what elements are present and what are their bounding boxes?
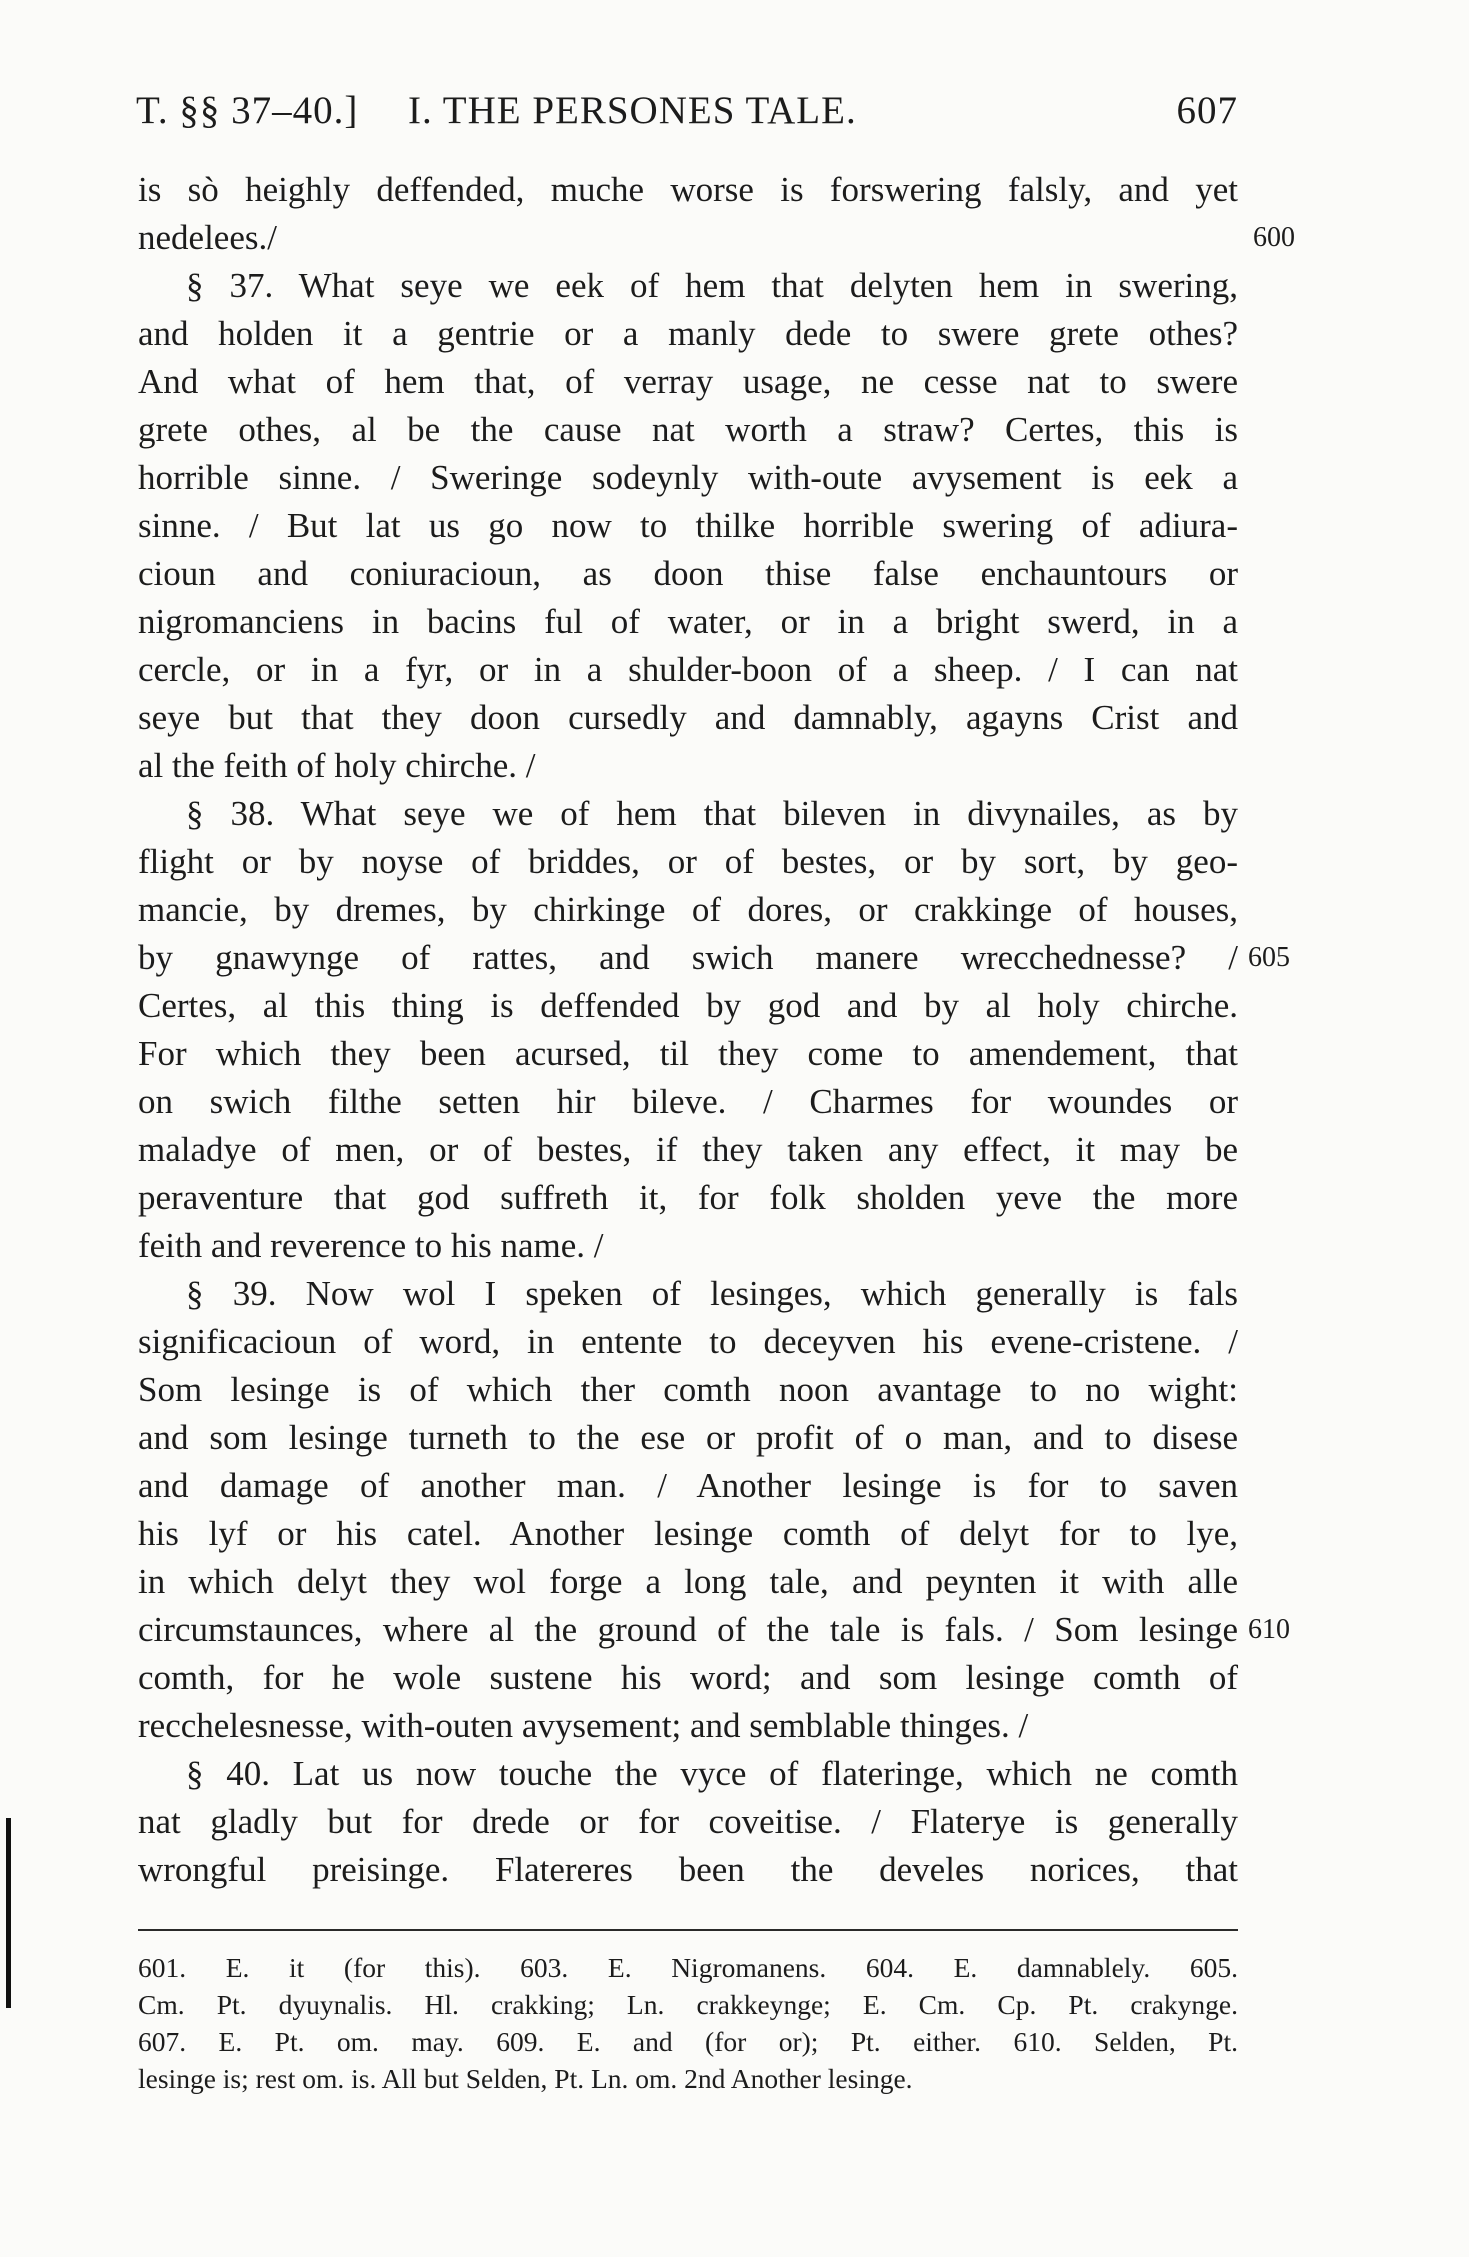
running-title: I. THE PERSONES TALE. [408,89,857,132]
body-text [138,166,1295,1894]
text-line: seye but that they doon cursedly and damnably, agayns Crist and [138,698,1238,737]
page-number: 607 [1176,89,1238,132]
text-line: horrible sinne. / Sweringe sodeynly with-oute avysement is eek a [138,458,1238,497]
note-line: 601. E. it (for this). 603. E. Nigromanens. 604. E. damnablely. 605. [138,1952,1238,1983]
text-line: in which delyt they wol forge a long tale, and peynten it with alle [138,1562,1238,1601]
note-line: Cm. Pt. dyuynalis. Hl. crakking; Ln. crakkeynge; E. Cm. Cp. Pt. crakynge. [138,1989,1238,2020]
text-line: comth, for he wole sustene his word; and som lesinge comth of [138,1658,1238,1697]
scan-edge-mark [6,1818,11,2008]
text-line: peraventure that god suffreth it, for folk sholden yeve the more [138,1178,1238,1217]
line-number: 600 [1253,222,1295,253]
text-line: nedelees./ 600 [138,214,1238,262]
text-line: wrongful preisinge. Flatereres been the develes norices, that [138,1850,1238,1889]
text-line: and som lesinge turneth to the ese or profit of o man, and to disese [138,1418,1238,1457]
note-line: 607. E. Pt. om. may. 609. E. and (for or); Pt. either. 610. Selden, Pt. [138,2026,1238,2057]
line-number: 605 [1248,942,1290,973]
paragraph-40-start: § 40. Lat us now touche the vyce of flateringe, which ne comth [186,1754,1238,1793]
text-line: Som lesinge is of which ther comth noon avantage to no wight: [138,1370,1238,1409]
text-line: on swich filthe setten hir bileve. / Charmes for woundes or [138,1082,1238,1121]
textual-notes [138,1949,1238,2097]
text-line: circumstaunces, where al the ground of the tale is fals. / Som lesinge 610 [138,1606,1238,1654]
footnote-rule [138,1929,1238,1931]
text-line: nat gladly but for drede or for coveitise. / Flaterye is generally [138,1802,1238,1841]
text-line: nigromanciens in bacins ful of water, or in a bright swerd, in a [138,602,1238,641]
text-line: cercle, or in a fyr, or in a shulder-boon of a sheep. / I can nat [138,650,1238,689]
text-line: his lyf or his catel. Another lesinge comth of delyt for to lye, [138,1514,1238,1553]
text-line: by gnawynge of rattes, and swich manere wrecchednesse? / 605 [138,934,1238,982]
text-line: flight or by noyse of briddes, or of bestes, or by sort, by geo- [138,842,1238,881]
text-line: mancie, by dremes, by chirkinge of dores, or crakkinge of houses, [138,890,1238,929]
line-number: 610 [1248,1614,1290,1645]
text-line: significacioun of word, in entente to deceyven his evene-cristene. / [138,1322,1238,1361]
text-line: feith and reverence to his name. / [138,1226,604,1265]
text-line: recchelesnesse, with-outen avysement; and semblable thinges. / [138,1706,1029,1745]
section-reference: T. §§ 37–40.] [136,89,359,132]
text-line: is sò heighly deffended, muche worse is forswering falsly, and yet [138,170,1238,209]
text-line: grete othes, al be the cause nat worth a straw? Certes, this is [138,410,1238,449]
text-line: sinne. / But lat us go now to thilke horrible swering of adiura- [138,506,1238,545]
text-line: maladye of men, or of bestes, if they taken any effect, it may be [138,1130,1238,1169]
running-head [136,86,1238,136]
paragraph-37-start: § 37. What seye we eek of hem that delyten hem in swering, [186,266,1238,305]
text-line: and damage of another man. / Another lesinge is for to saven [138,1466,1238,1505]
text-line: Certes, al this thing is deffended by god and by al holy chirche. [138,986,1238,1025]
paragraph-39-start: § 39. Now wol I speken of lesinges, which generally is fals [186,1274,1238,1313]
paragraph-38-start: § 38. What seye we of hem that bileven in divynailes, as by [186,794,1238,833]
text-line: and holden it a gentrie or a manly dede to swere grete othes? [138,314,1238,353]
text-line: For which they been acursed, til they come to amendement, that [138,1034,1238,1073]
text-line: al the feith of holy chirche. / [138,746,536,785]
text-line: cioun and coniuracioun, as doon thise false enchauntours or [138,554,1238,593]
note-line: lesinge is; rest om. is. All but Selden, Pt. Ln. om. 2nd Another lesinge. [138,2063,913,2094]
text-line: And what of hem that, of verray usage, ne cesse nat to swere [138,362,1238,401]
